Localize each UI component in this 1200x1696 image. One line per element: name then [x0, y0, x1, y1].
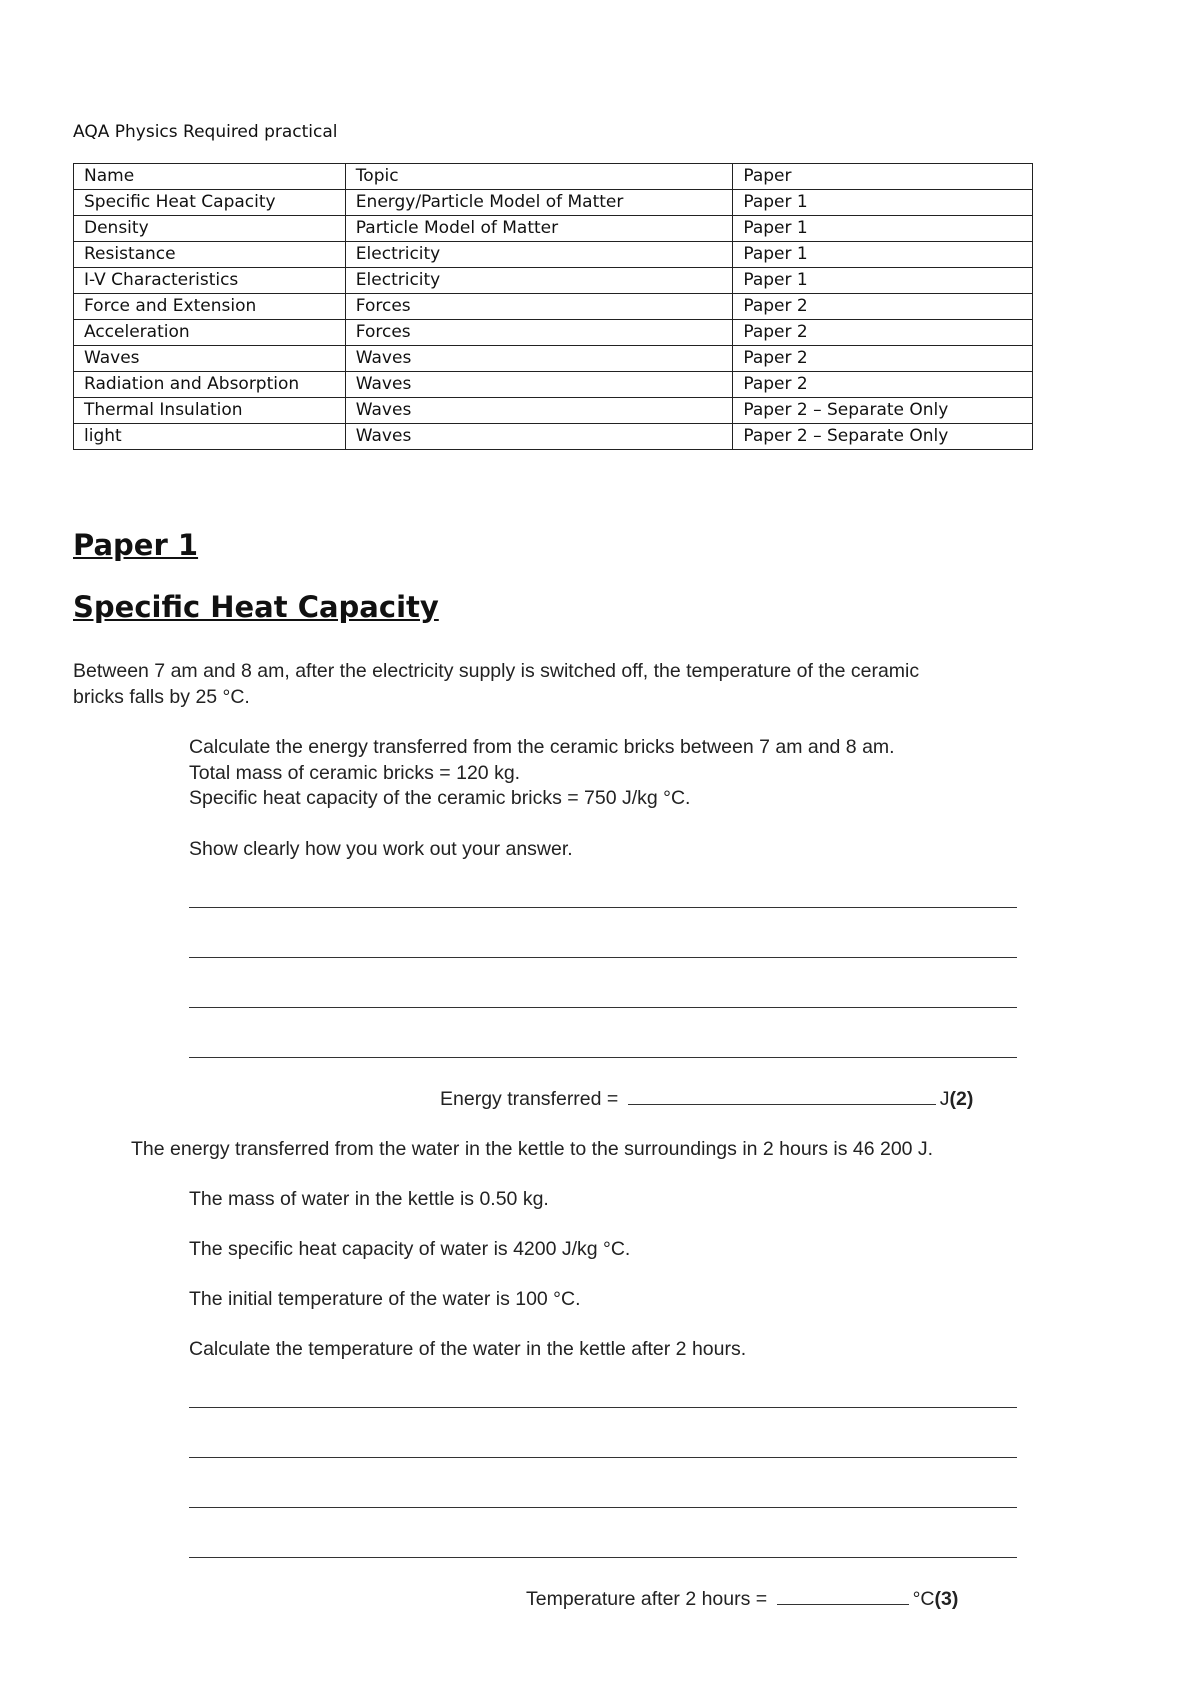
cell-topic: Waves [345, 372, 733, 398]
table-row [74, 190, 1033, 216]
q1-answer-blank[interactable] [628, 1086, 936, 1105]
q2-given-temp: The initial temperature of the water is 100 °C. [189, 1288, 581, 1310]
table-row [74, 346, 1033, 372]
cell-paper: Paper 2 [733, 372, 1033, 398]
cell-paper: Paper 1 [733, 268, 1033, 294]
cell-name: Force and Extension [74, 294, 346, 320]
q2-instruction: Calculate the temperature of the water in the kettle after 2 hours. [189, 1338, 747, 1360]
cell-name: I-V Characteristics [74, 268, 346, 294]
q2-answer-blank[interactable] [777, 1586, 909, 1605]
q1-given-shc: Specific heat capacity of the ceramic bricks = 750 J/kg °C. [189, 787, 691, 809]
q2-working-line-4[interactable] [189, 1557, 1017, 1558]
table-row [74, 320, 1033, 346]
cell-topic: Waves [345, 398, 733, 424]
column-header-paper: Paper [733, 164, 1033, 190]
q2-working-line-2[interactable] [189, 1457, 1017, 1458]
table-row [74, 294, 1033, 320]
table-header-row [74, 164, 1033, 190]
q2-given-shc: The specific heat capacity of water is 4200 J/kg °C. [189, 1238, 631, 1260]
cell-paper: Paper 1 [733, 190, 1033, 216]
q1-working-line-4[interactable] [189, 1057, 1017, 1058]
q1-show-working: Show clearly how you work out your answer. [189, 838, 573, 860]
q1-working-line-2[interactable] [189, 957, 1017, 958]
cell-name: Radiation and Absorption [74, 372, 346, 398]
q1-answer-row [440, 1086, 973, 1112]
cell-topic: Forces [345, 294, 733, 320]
q2-answer-unit: °C [912, 1588, 935, 1610]
q1-given-mass: Total mass of ceramic bricks = 120 kg. [189, 762, 521, 784]
cell-name: Thermal Insulation [74, 398, 346, 424]
cell-paper: Paper 2 – Separate Only [733, 398, 1033, 424]
q2-working-line-3[interactable] [189, 1507, 1017, 1508]
table-row [74, 268, 1033, 294]
q2-answer-label: Temperature after 2 hours = [526, 1588, 768, 1610]
table-row [74, 372, 1033, 398]
q1-intro-line-2: bricks falls by 25 °C. [73, 686, 250, 708]
cell-name: Density [74, 216, 346, 242]
cell-topic: Waves [345, 424, 733, 450]
cell-paper: Paper 2 [733, 294, 1033, 320]
q2-working-line-1[interactable] [189, 1407, 1017, 1408]
column-header-topic: Topic [345, 164, 733, 190]
cell-topic: Electricity [345, 242, 733, 268]
q2-answer-row [526, 1586, 958, 1612]
q2-marks: (3) [934, 1588, 959, 1610]
cell-name: Resistance [74, 242, 346, 268]
column-header-name: Name [74, 164, 346, 190]
q1-marks: (2) [949, 1088, 974, 1110]
document-title: AQA Physics Required practical [73, 122, 338, 142]
table-row [74, 242, 1033, 268]
cell-paper: Paper 2 [733, 320, 1033, 346]
cell-paper: Paper 1 [733, 242, 1033, 268]
cell-topic: Waves [345, 346, 733, 372]
q1-instruction: Calculate the energy transferred from the ceramic bricks between 7 am and 8 am. [189, 736, 895, 758]
q1-working-line-1[interactable] [189, 907, 1017, 908]
cell-name: Acceleration [74, 320, 346, 346]
cell-topic: Particle Model of Matter [345, 216, 733, 242]
q2-given-mass: The mass of water in the kettle is 0.50 kg. [189, 1188, 549, 1210]
paper-heading: Paper 1 [73, 528, 199, 562]
cell-name: Specific Heat Capacity [74, 190, 346, 216]
table-row [74, 424, 1033, 450]
table-row [74, 216, 1033, 242]
q1-answer-unit: J [939, 1088, 950, 1110]
cell-paper: Paper 2 – Separate Only [733, 424, 1033, 450]
required-practicals-table [73, 163, 1033, 450]
cell-paper: Paper 2 [733, 346, 1033, 372]
cell-topic: Forces [345, 320, 733, 346]
topic-heading: Specific Heat Capacity [73, 590, 439, 624]
q1-answer-label: Energy transferred = [440, 1088, 619, 1110]
cell-paper: Paper 1 [733, 216, 1033, 242]
q1-intro-line-1: Between 7 am and 8 am, after the electricity supply is switched off, the temperature of the ceramic [73, 660, 920, 682]
cell-topic: Energy/Particle Model of Matter [345, 190, 733, 216]
cell-name: light [74, 424, 346, 450]
cell-topic: Electricity [345, 268, 733, 294]
q2-intro: The energy transferred from the water in the kettle to the surroundings in 2 hours is 46 200 J. [131, 1138, 934, 1160]
cell-name: Waves [74, 346, 346, 372]
table-row [74, 398, 1033, 424]
q1-working-line-3[interactable] [189, 1007, 1017, 1008]
